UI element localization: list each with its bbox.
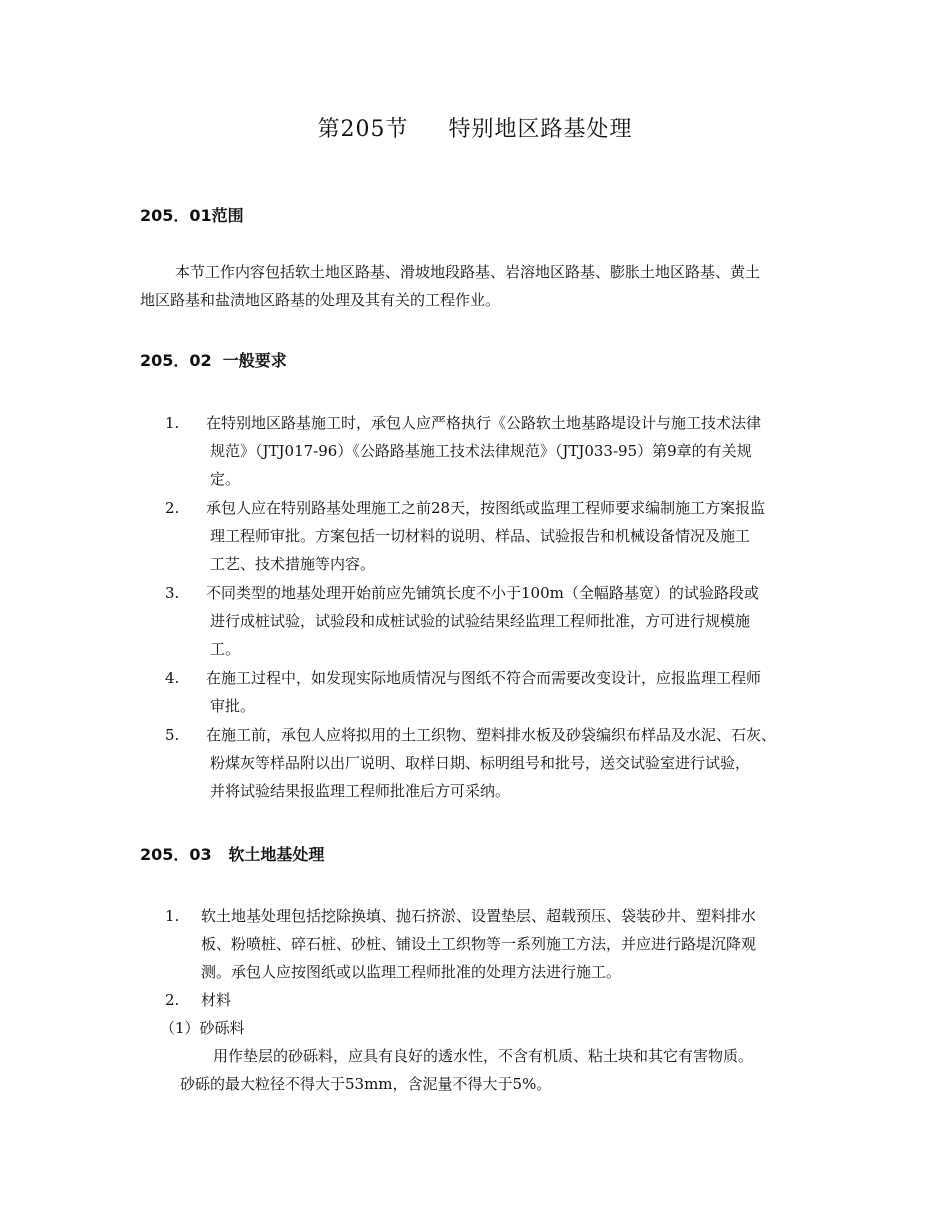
page-title: 第205节 特别地区路基处理 (317, 117, 633, 142)
list-item-line: 测。承包人应按图纸或以监理工程师批准的处理方法进行施工。 (201, 963, 622, 981)
subsection-label: （1）砂砾料 (160, 1019, 245, 1037)
heading-205-03: 205．03 软土地基处理 (140, 845, 325, 864)
list-item-line: 不同类型的地基处理开始前应先铺筑长度不小于100m（全幅路基宽）的试验路段或 (206, 584, 759, 602)
list-item-line: 审批。 (210, 697, 256, 715)
list-item-line: 并将试验结果报监理工程师批准后方可采纳。 (210, 782, 511, 800)
list-item-line: 规范》（JTJ017-96）《公路路基施工技术法律规范》（JTJ033-95）第9章的有关规 (210, 442, 752, 460)
list-item-line: 承包人应在特别路基处理施工之前28天，按图纸或监理工程师要求编制施工方案报监 (206, 499, 766, 517)
list-number: 2. (165, 499, 180, 517)
list-item-line: 在施工过程中，如发现实际地质情况与图纸不符合而需要改变设计，应报监理工程师 (206, 669, 762, 687)
list-item-line: 在特别地区路基施工时，承包人应严格执行《公路软土地基路堤设计与施工技术法律 (206, 414, 762, 432)
list-item-line: 软土地基处理包括挖除换填、抛石挤淤、设置垫层、超载预压、袋装砂井、塑料排水 (201, 907, 757, 925)
list-number: 4. (165, 669, 180, 687)
list-number: 5. (165, 726, 180, 744)
paragraph-line: 砂砾的最大粒径不得大于53mm，含泥量不得大于5%。 (180, 1075, 552, 1093)
list-item-line: 理工程师审批。方案包括一切材料的说明、样品、试验报告和机械设备情况及施工 (210, 527, 751, 545)
list-number: 1. (165, 907, 180, 925)
paragraph-line: 本节工作内容包括软土地区路基、滑坡地段路基、岩溶地区路基、膨胀土地区路基、黄土 (175, 263, 761, 281)
list-number: 1. (165, 414, 180, 432)
list-item-line: 材料 (201, 991, 232, 1009)
list-item-line: 工艺、技术措施等内容。 (210, 555, 376, 573)
list-item-line: 工。 (210, 640, 241, 658)
paragraph-line: 用作垫层的砂砾料，应具有良好的透水性，不含有机质、粘土块和其它有害物质。 (213, 1047, 754, 1065)
list-item-line: 粉煤灰等样品附以出厂说明、取样日期、标明组号和批号，送交试验室进行试验， (210, 754, 751, 772)
list-item-line: 进行成桩试验，试验段和成桩试验的试验结果经监理工程师批准，方可进行规模施 (210, 612, 751, 630)
list-number: 2. (165, 991, 180, 1009)
list-item-line: 定。 (210, 470, 241, 488)
list-number: 3. (165, 584, 180, 602)
list-item-line: 在施工前，承包人应将拟用的土工织物、塑料排水板及砂袋编织布样品及水泥、石灰、 (206, 726, 777, 744)
heading-205-02: 205．02 一般要求 (140, 351, 287, 370)
paragraph-line: 地区路基和盐渍地区路基的处理及其有关的工程作业。 (140, 291, 501, 309)
heading-205-01: 205．01范围 (140, 206, 244, 225)
list-item-line: 板、粉喷桩、碎石桩、砂桩、铺设土工织物等一系列施工方法，并应进行路堤沉降观 (201, 935, 757, 953)
